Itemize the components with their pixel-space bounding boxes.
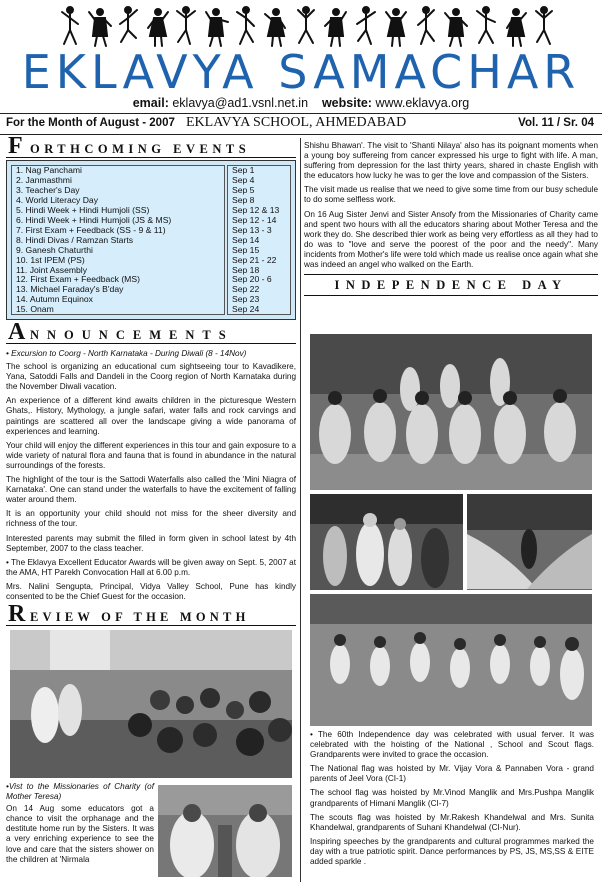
event-date: Sep 5 <box>232 184 255 195</box>
event-date: Sep 22 <box>232 284 260 295</box>
event-name: 10. 1st IPEM (PS) <box>16 254 85 265</box>
event-name: 11. Joint Assembly <box>16 264 88 275</box>
announcements-heading <box>6 319 296 345</box>
announcement-paragraph: The school is organizing an educational cum sightseeing tour to Kavadikere, Yana, Satoddi Falls and Dandeli in the Coorg region of North Karnataka during the November Diwali vacation. <box>6 362 296 392</box>
issue-bar <box>0 113 602 135</box>
event-date: Sep 15 <box>232 244 260 255</box>
event-name: 8. Hindi Divas / Ramzan Starts <box>16 234 134 245</box>
event-date: Sep 4 <box>232 174 255 185</box>
event-name: 2. Janmasthmi <box>16 174 72 185</box>
event-name: 6. Hindi Week + Hindi Humjoli (JS & MS) <box>16 214 172 225</box>
announcements-heading-cap: A <box>8 319 26 345</box>
independence-body <box>310 730 594 871</box>
review-continued-paragraph: On 16 Aug Sister Jenvi and Sister Ansofy from the Missionaries of Charity came and spent two hours with all the educators sharing about Mother Teresa and the work they do. She described thier work as being very effortless as all they had to do was to "love and serve the poorest of the poor and the needy". Many incidents from Mother's life were told which made us realise once again what she was indeed an angel who walked on the Earth. <box>304 209 598 270</box>
guests-photo <box>310 334 592 490</box>
event-date: Sep 14 <box>232 234 260 245</box>
announcements-body <box>6 349 296 602</box>
review-caption: •Vist to the Missionaries of Charity (of Mother Teresa) <box>6 782 154 802</box>
review-continued-paragraph: Shishu Bhawan'. The visit to 'Shanti Nilaya' also has its poignant moments when a young boy suffereing from cancer expressed his urge to fight with life. A man, suffering from depression for the last thirty years, shared in chaste English with the educators how lucky he was to ger the love and compassion of the Sisters. <box>304 141 598 181</box>
independence-paragraph: The school flag was hoisted by Mr.Vinod Manglik and Mrs.Pushpa Manglik grandparents of Himani Manglik (CI-7) <box>310 788 594 808</box>
school-name: EKLAVYA SCHOOL, AHMEDABAD <box>186 115 407 130</box>
announcement-paragraph: It is an opportunity your child should not miss for the sheer diversity and richness of the tour. <box>6 509 296 529</box>
event-name: 12. First Exam + Feedback (MS) <box>16 274 140 285</box>
announcements-heading-rest: NNOUNCEMENTS <box>30 328 234 342</box>
announcement-paragraph: Interested parents may submit the filled in form given in school latest by 4th September, 2007 to the class teacher. <box>6 533 296 553</box>
contact-line <box>0 96 602 110</box>
flag-hoisting-photo <box>310 494 463 590</box>
event-name: 1. Nag Panchami <box>16 165 82 175</box>
issue-month: For the Month of August - 2007 <box>6 117 175 129</box>
independence-paragraph: Inspiring speeches by the grandparents and cultural programmes marked the day with a true patriotic spirit. Dance performances by PS, JS, MS,SS & EITE added sparkle . <box>310 836 594 867</box>
event-date: Sep 20 - 6 <box>232 274 272 285</box>
event-date: Sep 12 - 14 <box>232 214 277 225</box>
announcement-paragraph: Your child will enjoy the different experiences in this tour and gain exposure to a wide variety of natural flora and fauna that is found in abundance in the natural surroundings of the forests. <box>6 440 296 470</box>
event-name: 4. World Literacy Day <box>16 194 98 205</box>
event-name: 9. Ganesh Chaturthi <box>16 244 93 255</box>
event-name: 15. Onam <box>16 304 54 315</box>
website-link[interactable]: www.eklavya.org <box>375 96 470 110</box>
event-name: 7. First Exam + Feedback (SS - 9 & 11) <box>16 224 166 235</box>
email-label: email: <box>132 96 169 110</box>
event-date: Sep 12 & 13 <box>232 204 280 215</box>
sisters-photo <box>158 785 292 877</box>
independence-paragraph: The National flag was hoisted by Mr. Vijay Vora & Pannaben Vora - grand parents of Jeel Vora (CI-1) <box>310 764 594 784</box>
orphanage-visit-photo <box>10 630 292 778</box>
announcement-lead: • Excursion to Coorg - North Karnataka - During Diwali (8 - 14Nov) <box>6 349 247 358</box>
independence-heading-text: INDEPENDENCE DAY <box>334 278 568 293</box>
independence-paragraph: The scouts flag was hoisted by Mr.Rakesh Khandelwal and Mrs. Sunita Khandelwal, grandparents of Suhani Khandelwal (CI-Nur). <box>310 812 594 832</box>
event-name: 13. Michael Faraday's B'day <box>16 284 124 295</box>
event-date: Sep 21 - 22 <box>232 254 277 265</box>
event-date: Sep 8 <box>232 194 255 205</box>
children-exercise-photo <box>310 594 592 726</box>
event-name: 14. Autumn Equinox <box>16 294 93 305</box>
review-paragraph: On 14 Aug some educators got a chance to visit the orphanage and the destitute home run by the Sisters. It was a very enriching experience to see the love and care that the sisters shower on the children at 'Nirmala <box>6 804 154 864</box>
event-name: 5. Hindi Week + Hindi Humjoli (SS) <box>16 204 150 215</box>
event-date: Sep 24 <box>232 304 260 315</box>
dance-performance-photo <box>467 494 592 590</box>
event-date: Sep 18 <box>232 264 260 275</box>
event-date: Sep 13 - 3 <box>232 224 272 235</box>
events-table <box>6 160 296 320</box>
review-heading-cap: R <box>8 601 26 628</box>
independence-paragraph: • The 60th Independence day was celebrated with usual ferver. It was celebrated with the hoisting of the National , School and Scout flags. Grandparents were invited to grace the occasion. <box>310 730 594 760</box>
event-name: 3. Teacher's Day <box>16 184 80 195</box>
announcement-paragraph: The highlight of the tour is the Sattodi Waterfalls also called the 'Mini Niagra of Karnataka'. One can stand under the waterfalls to have the excitement of falling water around them. <box>6 475 296 505</box>
review-continued-paragraph: The visit made us realise that we need to give some time from our busy schedule to do some selfless work. <box>304 185 598 205</box>
announcement-paragraph: • The Eklavya Excellent Educator Awards will be given away on Sept. 5, 2007 at the AMA, HT Parekh Convocation Hall at 6.00 p.m. <box>6 557 296 577</box>
issue-volume: Vol. 11 / Sr. 04 <box>518 117 594 129</box>
event-date: Sep 1 <box>232 165 255 175</box>
events-heading <box>6 133 296 159</box>
email-link[interactable]: eklavya@ad1.vsnl.net.in <box>172 96 309 110</box>
review-heading-rest: EVIEW OF THE MONTH <box>30 610 250 625</box>
website-label: website: <box>321 96 372 110</box>
events-heading-cap: F <box>8 133 23 159</box>
announcement-paragraph: An experience of a different kind awaits children in the picturesque Western Ghats,. History, Mythology, a jungle safari, water falls and rock carvings and paintings are scattered all over the landscape giving a wide panorama of experiences and learning. <box>6 396 296 436</box>
masthead-title: EKLAVYA SAMACHAR <box>21 45 581 99</box>
events-heading-rest: ORTHCOMING EVENTS <box>30 142 251 156</box>
events-names-column <box>11 165 225 315</box>
review-heading <box>6 601 296 628</box>
event-date: Sep 23 <box>232 294 260 305</box>
independence-heading <box>304 274 598 296</box>
dancing-figures-decoration <box>0 0 602 50</box>
column-divider <box>300 138 301 882</box>
announcement-paragraph: Mrs. Nalini Sengupta, Principal, Vidya Valley School, Pune has kindly consented to be the Chief Guest for the occasion. <box>6 581 296 601</box>
events-dates-column <box>227 165 291 315</box>
review-text-block <box>6 782 154 869</box>
